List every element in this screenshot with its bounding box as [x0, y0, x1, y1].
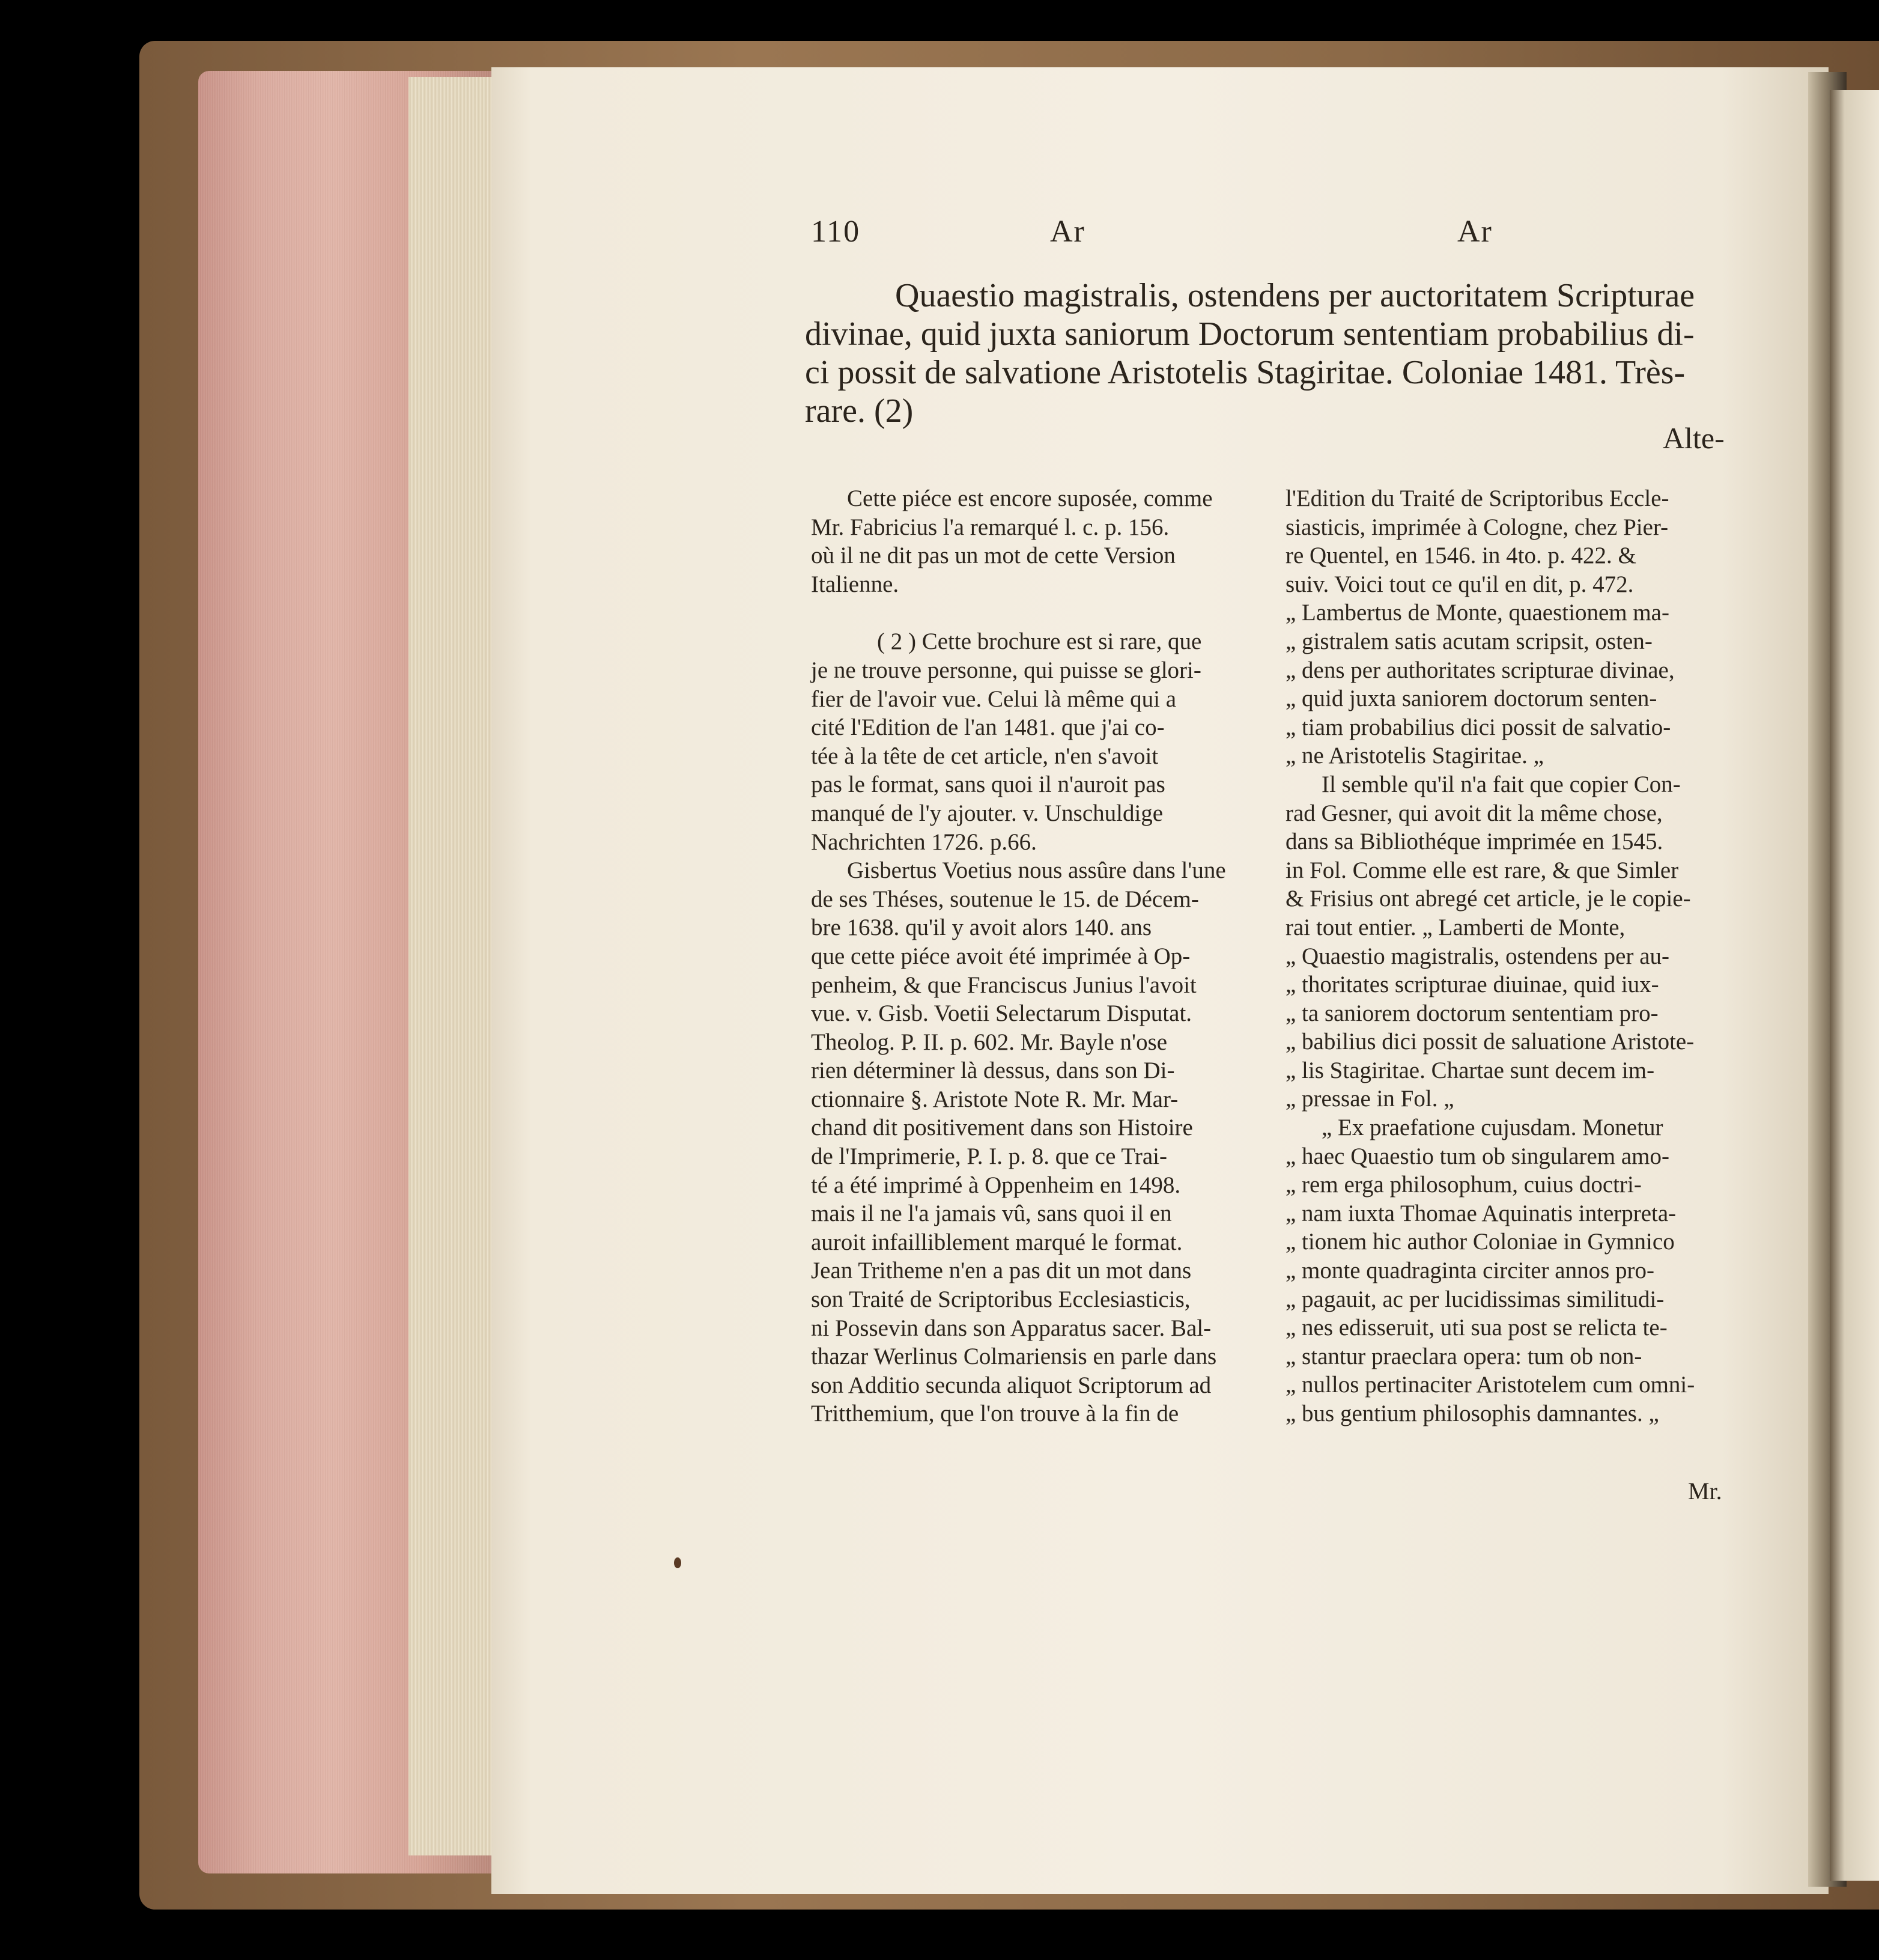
title-line: ci possit de salvatione Aristotelis Stagiritae. Coloniae 1481. Très- [805, 354, 1686, 391]
text-line: que cette piéce avoit été imprimée à Op- [811, 943, 1191, 969]
text-line: Theolog. P. II. p. 602. Mr. Bayle n'ose [811, 1029, 1168, 1055]
text-line: „ pressae in Fol. „ [1286, 1086, 1454, 1112]
text-line: Jean Tritheme n'en a pas dit un mot dans [811, 1258, 1192, 1284]
text-line: „ ta saniorem doctorum sententiam pro- [1286, 1000, 1659, 1026]
text-line: rien déterminer là dessus, dans son Di- [811, 1058, 1175, 1084]
text-line: „ dens per authoritates scripturae divinae, [1286, 657, 1675, 683]
page-number: 110 [811, 215, 861, 249]
text-line: Il semble qu'il n'a fait que copier Con- [1322, 771, 1681, 797]
leaf-stack [408, 77, 499, 1855]
text-line: „ nes edisseruit, uti sua post se relicta te- [1286, 1315, 1668, 1341]
text-line: mais il ne l'a jamais vû, sans quoi il en [811, 1201, 1172, 1227]
text-line: ni Possevin dans son Apparatus sacer. Bal- [811, 1315, 1212, 1341]
text-line: je ne trouve personne, qui puisse se glori- [811, 657, 1201, 683]
text-line: rai tout entier. „ Lamberti de Monte, [1286, 914, 1626, 940]
text-line: Nachrichten 1726. p.66. [811, 829, 1037, 855]
text-line: re Quentel, en 1546. in 4to. p. 422. & [1286, 543, 1636, 569]
text-line: dans sa Bibliothéque imprimée en 1545. [1286, 829, 1663, 855]
text-line: „ pagauit, ac per lucidissimas similitudi- [1286, 1286, 1665, 1312]
text-line: auroit infailliblement marqué le format. [811, 1229, 1183, 1255]
text-line: „ Ex praefatione cujusdam. Monetur [1322, 1115, 1663, 1141]
text-line: pas le format, sans quoi il n'auroit pas [811, 772, 1165, 798]
text-line: suiv. Voici tout ce qu'il en dit, p. 472. [1286, 571, 1634, 597]
text-line: „ thoritates scripturae diuinae, quid iux- [1286, 972, 1659, 998]
text-line: & Frisius ont abregé cet article, je le copie- [1286, 886, 1691, 912]
catchword-column: Mr. [1688, 1478, 1722, 1505]
text-line: „ Quaestio magistralis, ostendens per au- [1286, 943, 1669, 969]
text-line: penheim, & que Franciscus Junius l'avoit [811, 972, 1197, 998]
running-head-right: Ar [1457, 215, 1493, 249]
facing-page-edge [1830, 90, 1879, 1881]
text-line: vue. v. Gisb. Voetii Selectarum Disputat. [811, 1000, 1192, 1027]
text-line: Mr. Fabricius l'a remarqué l. c. p. 156. [811, 514, 1170, 540]
text-line: „ babilius dici possit de saluatione Aristote- [1286, 1029, 1695, 1055]
text-line: fier de l'avoir vue. Celui là même qui a [811, 686, 1177, 712]
text-line: „ stantur praeclara opera: tum ob non- [1286, 1343, 1642, 1369]
catchword-title: Alte- [1663, 421, 1725, 455]
entry-title [805, 276, 1739, 430]
text-line: son Additio secunda aliquot Scriptorum ad [811, 1372, 1212, 1398]
text-line: „ nullos pertinaciter Aristotelem cum omni- [1286, 1372, 1695, 1398]
text-line: rad Gesner, qui avoit dit la même chose, [1286, 800, 1663, 826]
text-line: „ haec Quaestio tum ob singularem amo- [1286, 1143, 1669, 1169]
ink-spot [674, 1557, 681, 1568]
text-line: cité l'Edition de l'an 1481. que j'ai co- [811, 714, 1165, 741]
text-line: Cette piéce est encore suposée, comme [847, 485, 1213, 511]
text-line: „ bus gentium philosophis damnantes. „ [1286, 1401, 1659, 1426]
title-line: rare. (2) [805, 392, 914, 430]
text-line: „ tiam probabilius dici possit de salvatio- [1286, 714, 1671, 740]
title-line: Quaestio magistralis, ostendens per auctoritatem Scripturae [895, 277, 1695, 314]
text-line: manqué de l'y ajouter. v. Unschuldige [811, 800, 1164, 826]
text-line: té a été imprimé à Oppenheim en 1498. [811, 1172, 1181, 1198]
text-line: „ lis Stagiritae. Chartae sunt decem im- [1286, 1057, 1655, 1083]
text-line: ctionnaire §. Aristote Note R. Mr. Mar- [811, 1086, 1179, 1112]
text-line: in Fol. Comme elle est rare, & que Simler [1286, 857, 1679, 883]
text-line: de ses Théses, soutenue le 15. de Décem- [811, 886, 1199, 912]
left-column [811, 484, 1261, 1428]
text-line: Italienne. [811, 571, 899, 597]
blank-line [811, 598, 1261, 627]
text-line: „ quid juxta saniorem doctorum senten- [1286, 686, 1657, 712]
text-line: bre 1638. qu'il y avoit alors 140. ans [811, 915, 1152, 941]
text-line: „ ne Aristotelis Stagiritae. „ [1286, 743, 1544, 769]
text-line: „ nam iuxta Thomae Aquinatis interpreta- [1286, 1200, 1677, 1226]
text-line: siasticis, imprimée à Cologne, chez Pier- [1286, 514, 1669, 540]
text-line: de l'Imprimerie, P. I. p. 8. que ce Trai- [811, 1143, 1167, 1170]
text-line: Tritthemium, que l'on trouve à la fin de [811, 1401, 1179, 1427]
text-line: l'Edition du Traité de Scriptoribus Eccle- [1286, 485, 1669, 511]
text-line: où il ne dit pas un mot de cette Version [811, 543, 1176, 569]
text-line: „ tionem hic author Coloniae in Gymnico [1286, 1229, 1675, 1255]
title-line: divinae, quid juxta saniorum Doctorum sententiam probabilius di- [805, 315, 1695, 353]
text-line: „ Lambertus de Monte, quaestionem ma- [1286, 600, 1669, 626]
text-line: tée à la tête de cet article, n'en s'avoit [811, 743, 1159, 769]
text-line: ( 2 ) Cette brochure est si rare, que [877, 628, 1202, 655]
right-column [1286, 484, 1737, 1428]
text-line: thazar Werlinus Colmariensis en parle dans [811, 1344, 1217, 1370]
text-line: Gisbertus Voetius nous assûre dans l'une [847, 857, 1226, 884]
running-head-left: Ar [1050, 215, 1085, 249]
text-line: „ gistralem satis acutam scripsit, osten- [1286, 628, 1653, 654]
text-line: son Traité de Scriptoribus Ecclesiasticis, [811, 1286, 1191, 1313]
text-line: „ monte quadraginta circiter annos pro- [1286, 1258, 1655, 1284]
text-line: „ rem erga philosophum, cuius doctri- [1286, 1172, 1642, 1198]
text-line: chand dit positivement dans son Histoire [811, 1115, 1193, 1141]
